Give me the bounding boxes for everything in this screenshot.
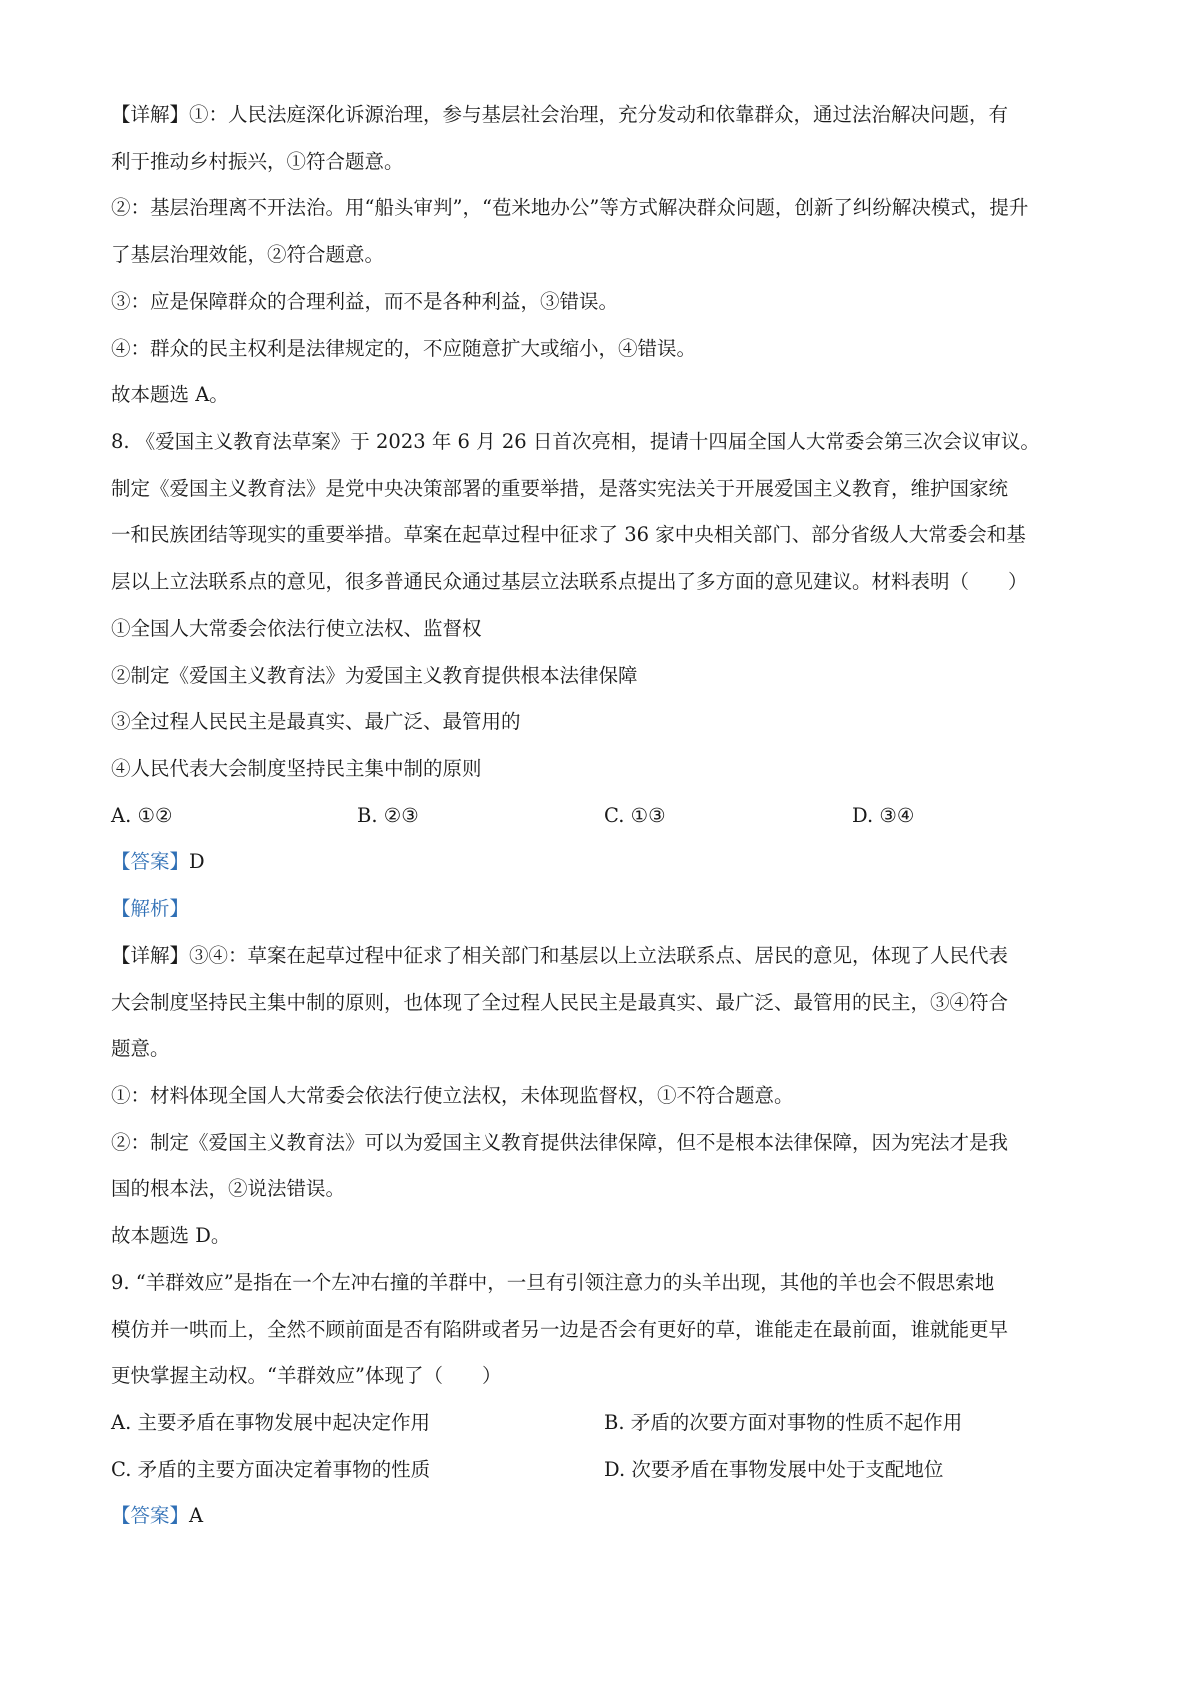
- q8-stem-line-2: 制定《爱国主义教育法》是党中央决策部署的重要举措，是落实宪法关于开展爱国主义教育，维护国家统: [111, 477, 1009, 500]
- q8-detail-line-1: 【详解】③④：草案在起草过程中征求了相关部门和基层以上立法联系点、居民的意见，体现了人民代表: [111, 944, 1009, 967]
- q9-option-a: A. 主要矛盾在事物发展中起决定作用: [111, 1411, 430, 1434]
- q7-detail-line-1: 【详解】①：人民法庭深化诉源治理，参与基层社会治理，充分发动和依靠群众，通过法治解决问题，有: [111, 103, 1009, 126]
- detail-tag: 【详解】: [111, 944, 190, 967]
- q7-detail-line-2: 利于推动乡村振兴，①符合题意。: [111, 150, 404, 173]
- q8-item-2: ②制定《爱国主义教育法》为爱国主义教育提供根本法律保障: [111, 664, 638, 687]
- q8-detail-line-3: 题意。: [111, 1037, 170, 1060]
- q7-detail-line-5: ③：应是保障群众的合理利益，而不是各种利益，③错误。: [111, 290, 619, 313]
- q9-option-b: B. 矛盾的次要方面对事物的性质不起作用: [604, 1411, 963, 1434]
- q9-answer: [111, 1502, 1101, 1530]
- q8-item-3: ③全过程人民民主是最真实、最广泛、最管用的: [111, 710, 521, 733]
- q7-conclusion: 故本题选 A。: [111, 383, 229, 406]
- q9-stem-line-2: 模仿并一哄而上，全然不顾前面是否有陷阱或者另一边是否会有更好的草，谁能走在最前面，谁就能更早: [111, 1318, 1009, 1341]
- answer-tag: 【答案】: [111, 1504, 190, 1527]
- q8-detail-line-2: 大会制度坚持民主集中制的原则，也体现了全过程人民民主是最真实、最广泛、最管用的民主，③④符合: [111, 991, 1009, 1014]
- q7-detail-line-6: ④：群众的民主权利是法律规定的，不应随意扩大或缩小，④错误。: [111, 337, 697, 360]
- q9-option-c: C. 矛盾的主要方面决定着事物的性质: [111, 1458, 431, 1481]
- answer-value: D: [189, 850, 205, 873]
- q8-option-d: D. ③④: [852, 804, 915, 827]
- q8-detail-line-4: ①：材料体现全国人大常委会依法行使立法权，未体现监督权，①不符合题意。: [111, 1084, 794, 1107]
- q8-answer: [111, 848, 1101, 876]
- q8-stem-line-3: 一和民族团结等现实的重要举措。草案在起草过程中征求了 36 家中央相关部门、部分省级人大常委会和基: [111, 523, 1026, 546]
- q8-stem-line-4: 层以上立法联系点的意见，很多普通民众通过基层立法联系点提出了多方面的意见建议。材料表明（ ）: [111, 570, 1028, 593]
- q8-item-1: ①全国人大常委会依法行使立法权、监督权: [111, 617, 482, 640]
- q8-option-a: A. ①②: [111, 804, 173, 827]
- answer-tag: 【答案】: [111, 850, 190, 873]
- q9-stem-line-3: 更快掌握主动权。“羊群效应”体现了（ ）: [111, 1364, 502, 1387]
- q9-stem-line-1: 9. “羊群效应”是指在一个左冲右撞的羊群中，一旦有引领注意力的头羊出现，其他的羊也会不假思索地: [111, 1271, 995, 1294]
- q8-option-c: C. ①③: [604, 804, 666, 827]
- q7-detail-line-4: 了基层治理效能，②符合题意。: [111, 243, 385, 266]
- q8-conclusion: 故本题选 D。: [111, 1224, 231, 1247]
- q9-option-d: D. 次要矛盾在事物发展中处于支配地位: [604, 1458, 944, 1481]
- q8-analysis-tag: 【解析】: [111, 897, 190, 920]
- q8-option-b: B. ②③: [357, 804, 419, 827]
- q8-detail-line-5: ②：制定《爱国主义教育法》可以为爱国主义教育提供法律保障，但不是根本法律保障，因为宪法才是我: [111, 1131, 1009, 1154]
- answer-value: A: [189, 1504, 204, 1527]
- q8-detail-line-6: 国的根本法，②说法错误。: [111, 1177, 346, 1200]
- detail-tag: 【详解】: [111, 103, 190, 126]
- q8-stem-line-1: 8. 《爱国主义教育法草案》于 2023 年 6 月 26 日首次亮相，提请十四届全国人大常委会第三次会议审议。: [111, 430, 1040, 453]
- q7-detail-line-3: ②：基层治理离不开法治。用“船头审判”，“苞米地办公”等方式解决群众问题，创新了纠纷解决模式，提升: [111, 196, 1029, 219]
- q8-item-4: ④人民代表大会制度坚持民主集中制的原则: [111, 757, 482, 780]
